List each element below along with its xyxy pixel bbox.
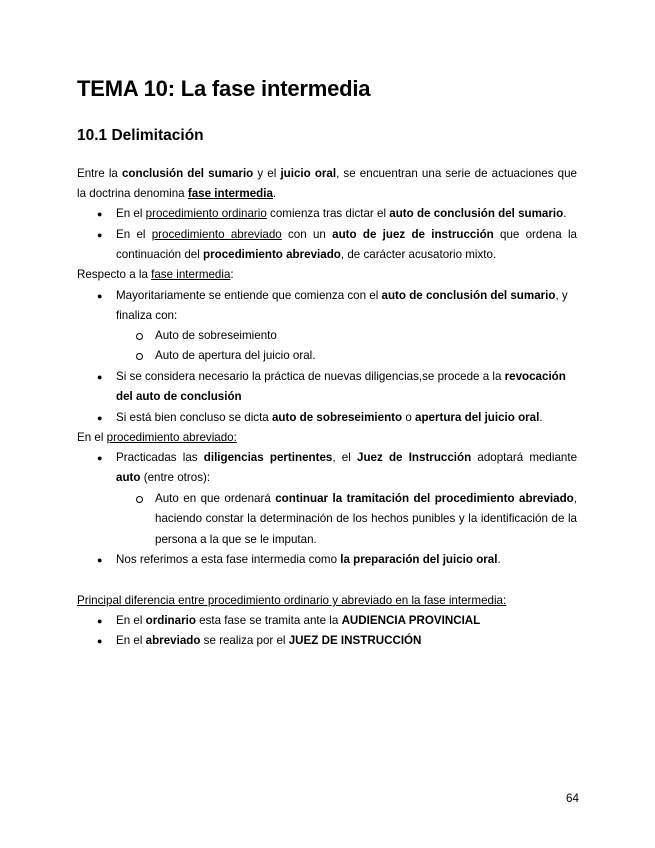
- list-item-mayoritariamente-line-1: Mayoritariamente se entiende que comienza con el auto de conclusión del sumario, y: [116, 289, 568, 302]
- intro-line-1: Entre la conclusión del sumario y el juicio oral, se encuentran una serie de actuaciones que: [77, 167, 577, 180]
- list-item-ordinario: En el procedimiento ordinario comienza tras dictar el auto de conclusión del sumario.: [116, 207, 567, 220]
- page-number: 64: [566, 792, 579, 805]
- list-item-bien-concluso: Si está bien concluso se dicta auto de sobreseimiento o apertura del juicio oral.: [116, 411, 543, 424]
- bullet-icon: ●: [97, 636, 103, 646]
- document-title: TEMA 10: La fase intermedia: [77, 76, 371, 101]
- bullet-icon: ●: [97, 453, 103, 463]
- section-heading: 10.1 Delimitación: [77, 127, 204, 144]
- list-item-practicadas-line-1: Practicadas las diligencias pertinentes, el Juez de Instrucción adoptará mediante: [116, 451, 578, 464]
- bullet-icon: ●: [97, 413, 103, 423]
- list-item-abreviado-line-1: En el procedimiento abreviado con un auto de juez de instrucción que ordena la: [116, 228, 577, 241]
- bullet-icon: ●: [97, 555, 103, 565]
- list-item-preparacion: Nos referimos a esta fase intermedia como la preparación del juicio oral.: [116, 553, 501, 566]
- bullet-icon: ●: [97, 616, 103, 626]
- intro-line-2: la doctrina denomina fase intermedia.: [77, 187, 277, 200]
- sub-item-sobreseimiento: Auto de sobreseimiento: [155, 329, 277, 342]
- bullet-icon: ●: [97, 230, 103, 240]
- list-item-abreviado-line-2: continuación del procedimiento abreviado, de carácter acusatorio mixto.: [116, 248, 497, 261]
- circle-bullet-icon: [136, 353, 143, 360]
- bullet-icon: ●: [97, 372, 103, 382]
- bullet-icon: ●: [97, 209, 103, 219]
- circle-bullet-icon: [136, 496, 143, 503]
- diferencia-heading: Principal diferencia entre procedimiento ordinario y abreviado en la fase intermedia:: [77, 594, 507, 607]
- list-item-diferencia-ordinario: En el ordinario esta fase se tramita ante la AUDIENCIA PROVINCIAL: [116, 614, 481, 627]
- sub-item-apertura: Auto de apertura del juicio oral.: [155, 349, 316, 362]
- abreviado-heading: En el procedimiento abreviado:: [77, 431, 237, 444]
- list-item-mayoritariamente-line-2: finaliza con:: [116, 309, 178, 322]
- list-item-nuevas-diligencias-line-2: del auto de conclusión: [116, 390, 242, 403]
- sub-item-continuar-line-1: Auto en que ordenará continuar la tramitación del procedimiento abreviado,: [155, 492, 578, 505]
- circle-bullet-icon: [136, 333, 143, 340]
- respecto-line: Respecto a la fase intermedia:: [77, 268, 234, 281]
- list-item-diferencia-abreviado: En el abreviado se realiza por el JUEZ DE INSTRUCCIÓN: [116, 634, 422, 647]
- sub-item-continuar-line-2: haciendo constar la determinación de los hechos punibles y la identificación de la: [155, 512, 577, 525]
- bullet-icon: ●: [97, 291, 103, 301]
- list-item-nuevas-diligencias-line-1: Si se considera necesario la práctica de nuevas diligencias,se procede a la revocación: [116, 370, 566, 383]
- list-item-practicadas-line-2: auto (entre otros):: [116, 471, 211, 484]
- sub-item-continuar-line-3: persona a la que se le imputan.: [155, 533, 317, 546]
